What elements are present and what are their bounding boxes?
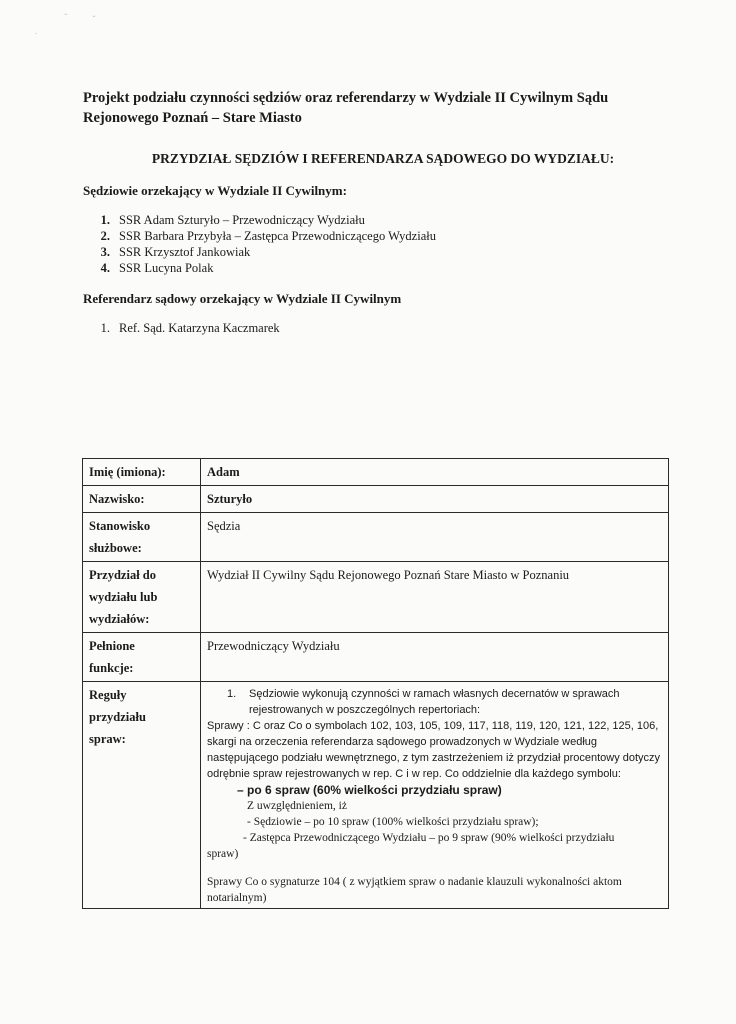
rules-value: 1. Sędziowie wykonują czynności w ramach własnych decernatów w sprawach rejestrowanych w poszczególnych repertoriach: Sprawy : C oraz Co o symbolach 102, 103, 105, 109, 117, 118, 119, 120, 121, 122, 125, 106, skargi na orzeczenia referendarza sądowego prowadzonych w Wydziale według następującego podziału wewnętrznego, z tym zastrzeżeniem iż przydział procentowy dotyczy odrębnie spraw rejestrowanych w rep. C i w rep. Co oddzielnie dla każdego symbolu: – po 6 spraw (60% wielkości przydziału spraw) Z uwzględnieniem, iż - Sędziowie – po 10 spraw (100% wielkości przydziału spraw); - Zastępca Przewodniczącego Wydziału – po 9 spraw (90% wielkości przydziału spraw) Sprawy Co o sygnaturze 104 ( z wyjątkiem spraw o nadanie klauzuli wykonalności aktom notarialnym)	[201, 682, 669, 909]
rules-paragraph: Sprawy : C oraz Co o symbolach 102, 103, 105, 109, 117, 118, 119, 120, 121, 122, 125, 106, skargi na orzeczenia referendarza sądowego prowadzonych w Wydziale według następującego podziału wewnętrznego, z tym zastrzeżeniem iż przydział procentowy dotyczy odrębnie spraw rejestrowanych w rep. C i w rep. Co oddzielnie dla każdego symbolu:	[207, 720, 661, 780]
judges-list	[83, 212, 436, 276]
table-row	[83, 562, 669, 633]
rules-emphasis: – po 6 spraw (60% wielkości przydziału spraw)	[237, 783, 502, 797]
last-name-label: Nazwisko:	[83, 486, 201, 513]
section-title: PRZYDZIAŁ SĘDZIÓW I REFERENDARZA SĄDOWEGO DO WYDZIAŁU:	[151, 151, 615, 166]
judges-heading: Sędziowie orzekający w Wydziale II Cywilnym:	[83, 183, 347, 198]
list-item: 4. SSR Lucyna Polak	[100, 261, 214, 275]
first-name-label: Imię (imiona):	[83, 459, 201, 486]
judge-name: SSR Adam Szturyło – Przewodniczący Wydziału	[119, 213, 365, 227]
co-cases-line: Sprawy Co o sygnaturze 104 ( z wyjątkiem spraw o nadanie klauzuli wykonalności aktom notarialnym)	[207, 876, 622, 904]
list-item: 2. SSR Barbara Przybyła – Zastępca Przewodniczącego Wydziału	[100, 229, 436, 243]
judge-name: SSR Lucyna Polak	[119, 261, 214, 275]
referendary-name: Ref. Sąd. Katarzyna Kaczmarek	[119, 321, 280, 335]
position-label: Stanowisko służbowe:	[83, 513, 201, 562]
list-item: 1. SSR Adam Szturyło – Przewodniczący Wydziału	[100, 213, 365, 227]
position-value: Sędzia	[201, 513, 669, 562]
first-name-value: Adam	[201, 459, 669, 486]
scan-speck: ·	[34, 28, 38, 40]
referendary-list	[83, 320, 280, 336]
assignment-label: Przydział do wydziału lub wydziałów:	[83, 562, 201, 633]
rules-label: Reguły przydziału spraw:	[83, 682, 201, 909]
table-row	[83, 486, 669, 513]
judge-name: SSR Krzysztof Jankowiak	[119, 245, 251, 259]
judge-name: SSR Barbara Przybyła – Zastępca Przewodniczącego Wydziału	[119, 229, 436, 243]
scan-speck: ˇ	[92, 14, 96, 26]
list-item: 3. SSR Krzysztof Jankowiak	[100, 245, 251, 259]
table-row	[83, 513, 669, 562]
judge-info-table	[82, 458, 669, 909]
table-row	[83, 633, 669, 682]
table-row	[83, 682, 669, 909]
scan-speck: ˇ	[64, 12, 68, 24]
document-title: Projekt podziału czynności sędziów oraz referendarzy w Wydziale II Cywilnym Sądu Rejonowego Poznań – Stare Miasto	[83, 90, 609, 126]
table-row	[83, 459, 669, 486]
referendary-heading: Referendarz sądowy orzekający w Wydziale II Cywilnym	[83, 291, 402, 306]
function-value: Przewodniczący Wydziału	[201, 633, 669, 682]
rules-item: 1. Sędziowie wykonują czynności w ramach własnych decernatów w sprawach	[227, 688, 620, 700]
list-item: 1. Ref. Sąd. Katarzyna Kaczmarek	[100, 321, 280, 335]
last-name-value: Szturyło	[201, 486, 669, 513]
function-label: Pełnione funkcje:	[83, 633, 201, 682]
assignment-value: Wydział II Cywilny Sądu Rejonowego Poznań Stare Miasto w Poznaniu	[201, 562, 669, 633]
